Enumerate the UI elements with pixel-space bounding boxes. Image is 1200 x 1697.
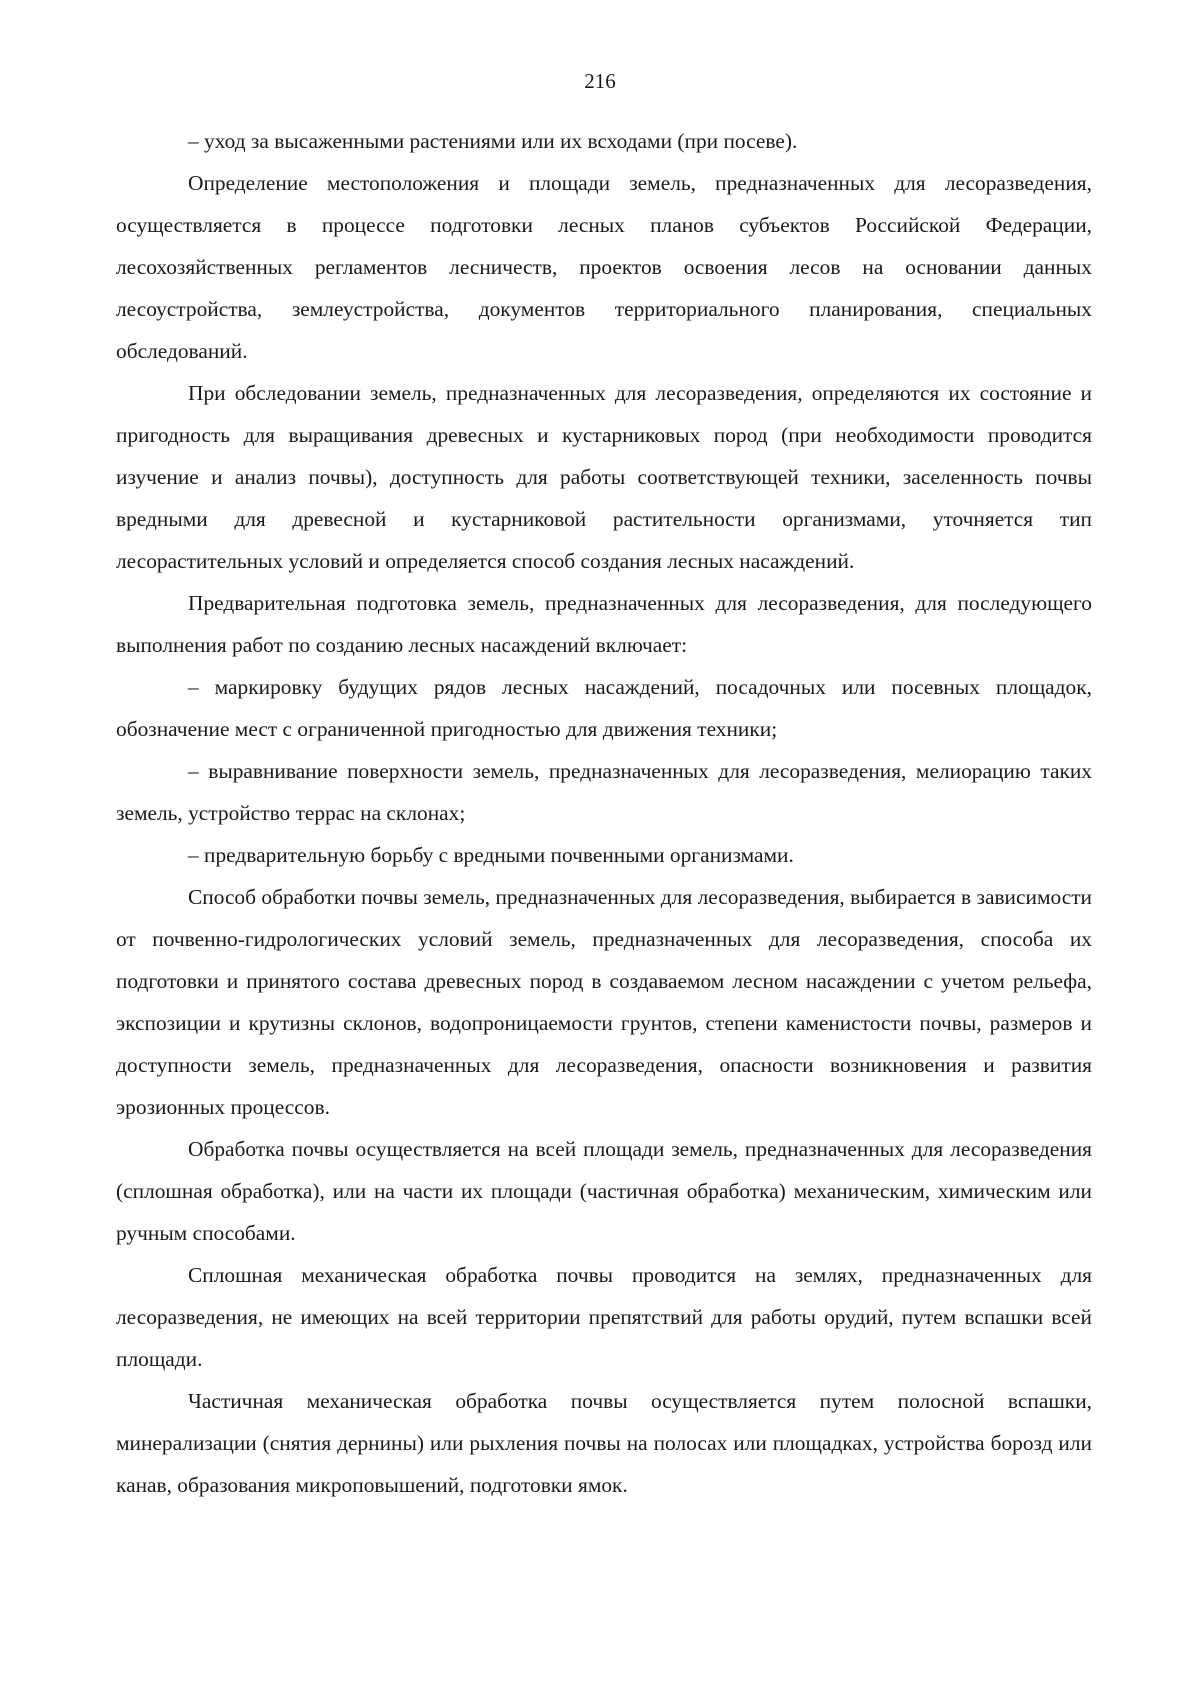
list-item-leveling: – выравнивание поверхности земель, предназначенных для лесоразведения, мелиорацию таких земель, устройство террас на склонах; xyxy=(116,759,1092,825)
paragraph-continuous-treatment: Сплошная механическая обработка почвы проводится на землях, предназначенных для лесоразведения, не имеющих на всей территории препятствий для работы орудий, путем вспашки всей площади. xyxy=(116,1263,1092,1371)
paragraph-soil-treatment-area: Обработка почвы осуществляется на всей площади земель, предназначенных для лесоразведения (сплошная обработка), или на части их площади (частичная обработка) механическим, химическим или ручным способами. xyxy=(116,1137,1092,1245)
paragraph-location-definition: Определение местоположения и площади земель, предназначенных для лесоразведения, осуществляется в процессе подготовки лесных планов субъектов Российской Федерации, лесохозяйственных регламентов лесничеств, проектов освоения лесов на основании данных лесоустройства, землеустройства, документов территориального планирования, специальных обследований. xyxy=(116,171,1092,363)
paragraph-land-survey: При обследовании земель, предназначенных для лесоразведения, определяются их состояние и пригодность для выращивания древесных и кустарниковых пород (при необходимости проводится изучение и анализ почвы), доступность для работы соответствующей техники, заселенность почвы вредными для древесной и кустарниковой растительности организмами, уточняется тип лесорастительных условий и определяется способ создания лесных насаждений. xyxy=(116,381,1092,573)
page-number: 216 xyxy=(584,69,616,93)
list-item-pest-control: – предварительную борьбу с вредными почвенными организмами. xyxy=(188,843,794,867)
paragraph-soil-treatment-method: Способ обработки почвы земель, предназначенных для лесоразведения, выбирается в зависимости от почвенно-гидрологических условий земель, предназначенных для лесоразведения, способа их подготовки и принятого состава древесных пород в создаваемом лесном насаждении с учетом рельефа, экспозиции и крутизны склонов, водопроницаемости грунтов, степени каменистости почвы, размеров и доступности земель, предназначенных для лесоразведения, опасности возникновения и развития эрозионных процессов. xyxy=(116,885,1092,1119)
paragraph-partial-treatment: Частичная механическая обработка почвы осуществляется путем полосной вспашки, минерализации (снятия дернины) или рыхления почвы на полосах или площадках, устройства борозд или канав, образования микроповышений, подготовки ямок. xyxy=(116,1389,1092,1497)
list-item-care: – уход за высаженными растениями или их всходами (при посеве). xyxy=(188,129,798,153)
paragraph-preliminary-preparation: Предварительная подготовка земель, предназначенных для лесоразведения, для последующего выполнения работ по созданию лесных насаждений включает: xyxy=(116,591,1092,657)
list-item-marking: – маркировку будущих рядов лесных насаждений, посадочных или посевных площадок, обозначение мест с ограниченной пригодностью для движения техники; xyxy=(116,675,1092,741)
document-body xyxy=(116,120,1092,1506)
